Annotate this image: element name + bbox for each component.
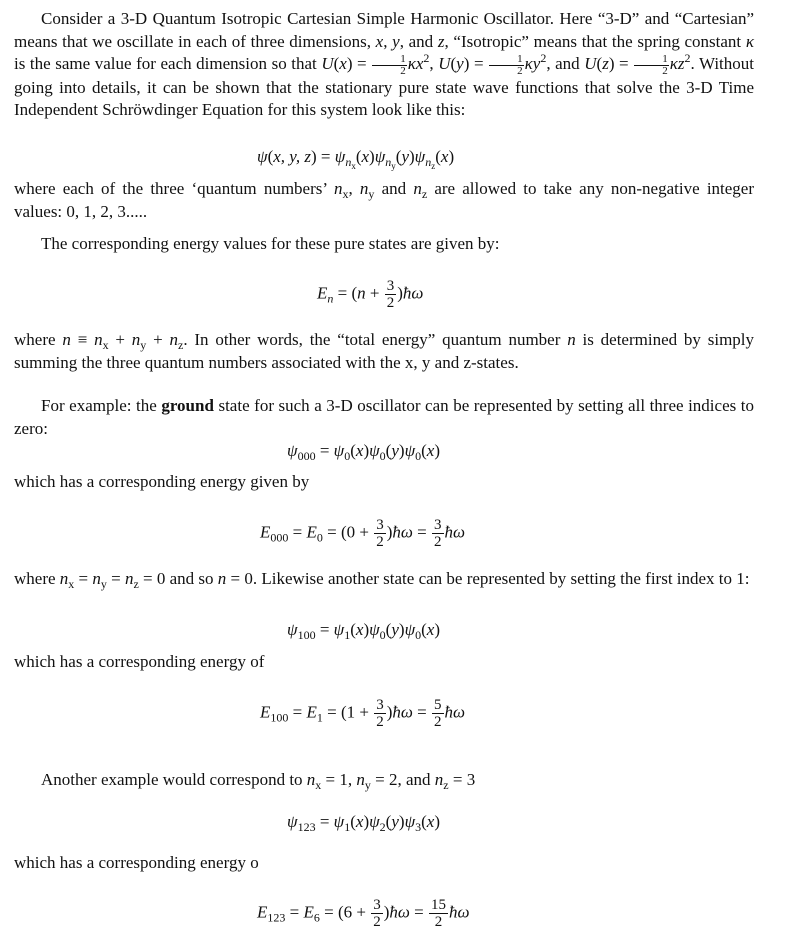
first-index-paragraph: where $n_x = n_y = n_z = 0$ and so n = 0. Likewise another state can be represented by setting the first index to 1: <box>14 569 750 591</box>
first-excited-wavefunction: $\psi_{100} = \psi_1(x)\psi_0(y)\psi_0(x)$ <box>287 620 441 642</box>
first-excited-energy-lead: which has a corresponding energy of <box>14 652 265 671</box>
quantum-numbers-paragraph: where each of the three ‘quantum numbers’ $n_x$, $n_y$ and $n_z$ are allowed to take any non-negative integer values: 0, 1, 2, 3..... <box>14 179 755 221</box>
intro-paragraph: Consider a 3-D Quantum Isotropic Cartesian Simple Harmonic Oscillator. Here “3-D” and “Cartesian” means that we oscillate in each of three dimensions, x, y, and z, “Isotropic” means that the spring constant κ is the same value for each dimension so that U(x) = $\frac{1}{2}$ $\kappa x^2$, U(y) = $\frac{1}{2}$ $\kappa y^2$, and U(z) = $\frac{1}{2}$ $\kappa z^2$. Without going into details, it can be shown that the stationary pure state wave functions that solve the 3-D Time Independent Schröwdinger Equation for this system look like this: <box>14 9 755 120</box>
ground-energy-lead: which has a corresponding energy given by <box>14 472 310 491</box>
total-energy-paragraph: where $n \equiv n_x + n_y + n_z$. In other words, the “total energy” quantum number n is determined by simply summing the three quantum numbers associated with the x, y and z-states. <box>14 330 755 372</box>
ground-state-wavefunction: $\psi_{000} = \psi_0(x)\psi_0(y)\psi_0(x)$ <box>287 441 441 463</box>
example-123-wavefunction: $\psi_{123} = \psi_1(x)\psi_2(y)\psi_3(x)$ <box>287 812 441 834</box>
energy-intro-paragraph: The corresponding energy values for these pure states are given by: <box>41 234 500 253</box>
ground-state-energy-equation: $E_{000} = E_0 = (0$ + $\frac{3}{2}$ )ħω = $\frac{3}{2}$ ħω <box>260 517 466 550</box>
ground-state-paragraph: For example: the ground state for such a 3-D oscillator can be represented by setting all three indices to zero: <box>14 396 754 438</box>
energy-equation: $E_n = (n$ + $\frac{3}{2}$ )ħω <box>317 278 424 311</box>
first-excited-energy-equation: $E_{100} = E_1 = (1$ + $\frac{3}{2}$ )ħω = $\frac{5}{2}$ ħω <box>260 697 466 730</box>
wavefunction-equation: ψ(x, y, $z) = \psi_{n_x}(x)\psi_{n_y}(y)\psi_{n_z}(x)$ <box>257 147 455 171</box>
another-example-paragraph: Another example would correspond to $n_x = 1$, $n_y = 2$, and $n_z = 3$ <box>41 770 476 792</box>
example-123-energy-equation: $E_{123} = E_6 = (6$ + $\frac{3}{2}$ )ħω = $\frac{15}{2}$ ħω <box>257 897 470 930</box>
example-123-energy-lead: which has a corresponding energy o <box>14 853 259 872</box>
